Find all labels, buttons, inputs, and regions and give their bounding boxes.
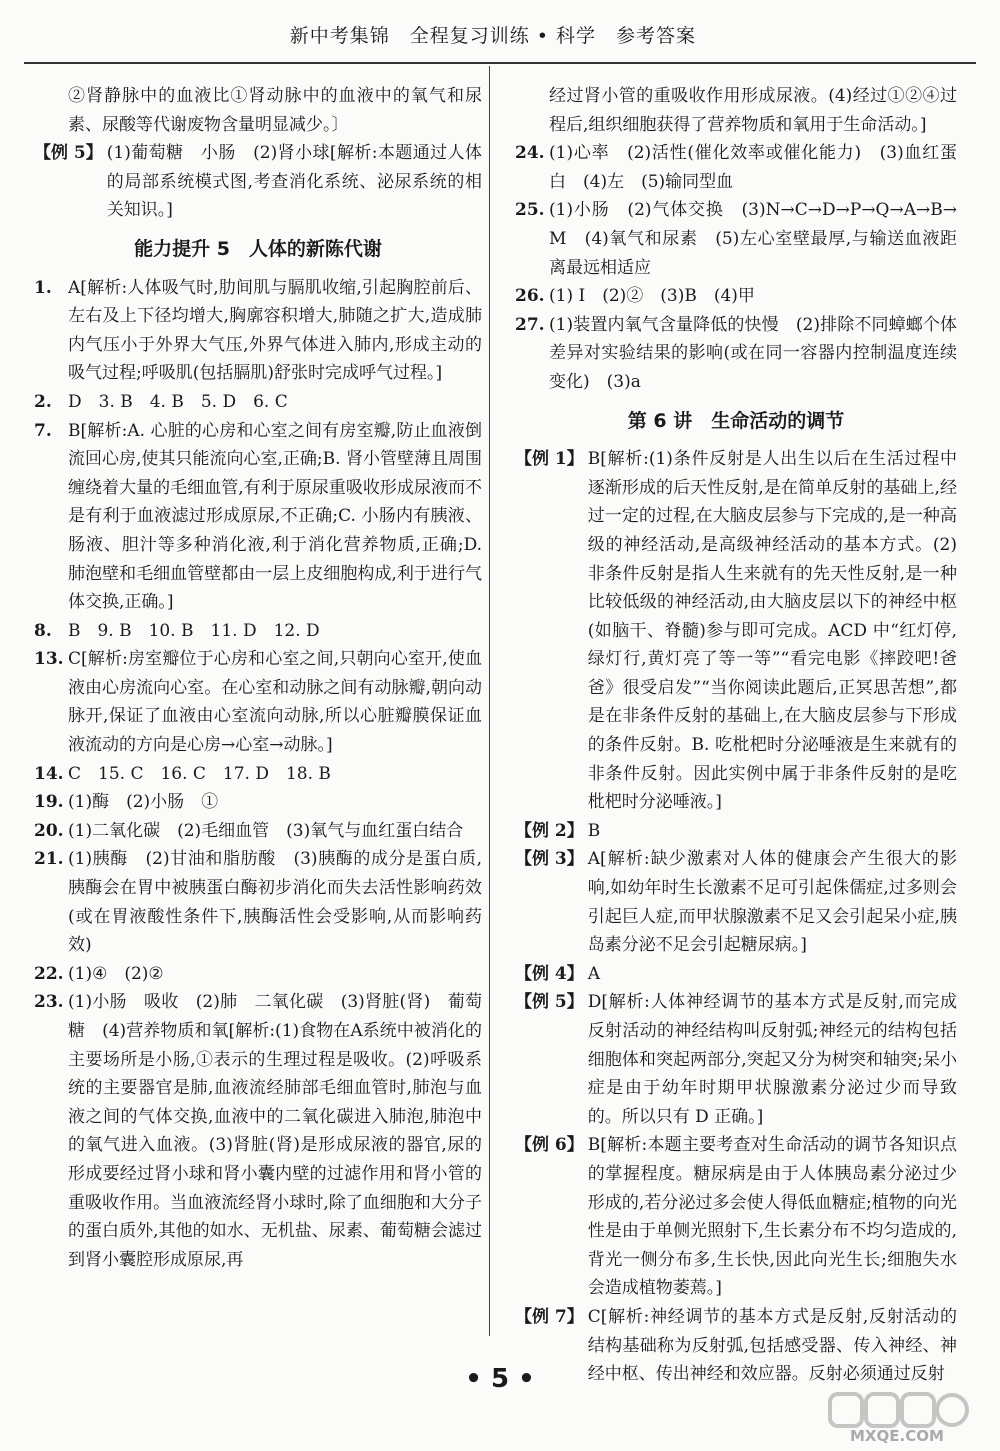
question-23 [34,988,482,1274]
answer-text: (1)二氧化碳 (2)毛细血管 (3)氧气与血红蛋白结合 [68,820,464,841]
example-number: 【例 6】 [515,1135,584,1156]
question-21 [34,845,482,959]
question-20 [34,817,482,846]
question-number: 20. [34,820,64,841]
answer-text: (1)小肠 吸收 (2)肺 二氧化碳 (3)肾脏(肾) 葡萄糖 (4)营养物质和氧[解析:(1)食物在A系统中被消化的主要场所是小肠,①表示的生理过程是吸收。(2)呼吸系统的主要器官是肺,血液流经肺部毛细血管时,肺泡与血液之间的气体交换,血液中的二氧化碳进入肺泡,肺泡中的氧气进入血液。(3)肾脏(肾)是形成尿液的器官,尿的形成要经过肾小球和肾小囊内壁的过滤作用和肾小管的重吸收作用。当血液流经肾小球时,除了血细胞和大分子的蛋白质外,其他的如水、无机盐、尿素、葡萄糖会滤过到肾小囊腔形成原尿,再 [68,992,482,1270]
example-text: B[解析:本题主要考查对生命活动的调节各知识点的掌握程度。糖尿病是由于人体胰岛素分泌过少形成的,若分泌过多会使人得低血糖症;植物的向光性是由于单侧光照射下,生长素分布不均匀造成的,背光一侧分布多,生长快,因此向光生长;细胞失水会造成植物萎蔫。] [587,1135,957,1299]
question-26 [515,282,957,311]
question-number: 19. [34,792,64,813]
question-19 [34,788,482,817]
question-number: 13. [34,649,64,670]
example-text: B[解析:(1)条件反射是人出生以后在生活过程中逐渐形成的后天性反射,是在简单反射的基础上,经过一定的过程,在大脑皮层参与下完成的,是一种高级的神经活动,是高级神经活动的基本方式。(2)非条件反射是指人生来就有的先天性反射,是一种比较低级的神经活动,由大脑皮层以下的神经中枢(如脑干、脊髓)参与即可完成。ACD 中“红灯停,绿灯行,黄灯亮了等一等”“看完电影《摔跤吧!爸爸》很受启发”“当你阅读此题后,正冥思苦想”,都是在非条件反射的基础上,在大脑皮层参与下形成的条件反射。B. 吃枇杷时分泌唾液是生来就有的非条件反射。因此实例中属于非条件反射的是吃枇杷时分泌唾液。] [587,449,957,813]
question-7 [34,417,482,617]
answer-text: (1)酶 (2)小肠 ① [68,792,219,813]
question-number: 27. [515,314,545,335]
example-4 [515,960,957,989]
answer-text: C 15. C 16. C 17. D 18. B [68,763,331,784]
example-number: 【例 5】 [34,143,103,164]
question-22 [34,960,482,989]
question-24 [515,139,957,196]
answer-text: D 3. B 4. B 5. D 6. C [68,391,288,412]
page-number: • 5 • [465,1364,535,1394]
question-13 [34,645,482,759]
answer-text: (1)装置内氧气含量降低的快慢 (2)排除不同蟑螂个体差异对实验结果的影响(或在同一容器内控制温度连续变化) (3)a [549,314,957,392]
example-text: D[解析:人体神经调节的基本方式是反射,而完成反射活动的神经结构叫反射弧;神经元的结构包括细胞体和突起两部分,突起又分为树突和轴突;呆小症是由于幼年时期甲状腺激素分泌过少而导致的。所以只有 D 正确。] [587,992,957,1127]
example-text: C[解析:神经调节的基本方式是反射,反射活动的结构基础称为反射弧,包括感受器、传入神经、神经中枢、传出神经和效应器。反射必须通过反射 [587,1306,957,1385]
example-number: 【例 7】 [515,1306,584,1327]
question-number: 8. [34,620,52,641]
answer-continuation: 经过肾小管的重吸收作用形成尿液。(4)经过①②④过程后,组织细胞获得了营养物质和氧用于生命活动。] [549,86,957,135]
question-14 [34,760,482,789]
answer-text: (1)胰酶 (2)甘油和脂肪酸 (3)胰酶的成分是蛋白质,胰酶会在胃中被胰蛋白酶初步消化而失去活性影响药效(或在胃液酸性条件下,胰酶活性会受影响,从而影响药效) [68,849,482,956]
section-heading: 能力提升 5 人体的新陈代谢 [134,237,382,260]
section-heading: 第 6 讲 生命活动的调节 [627,409,845,432]
example-1 [515,445,957,817]
question-number: 21. [34,849,64,870]
answer-text: (1)小肠 (2)气体交换 (3)N→C→D→P→Q→A→B→M (4)氧气和尿素 (5)左心室壁最厚,与输送血液距离最远相适应 [549,200,957,278]
answer-text: (1)心率 (2)活性(催化效率或催化能力) (3)血红蛋白 (4)左 (5)输同型血 [549,143,957,192]
example-text: A [587,963,601,984]
example-text: A[解析:缺少激素对人体的健康会产生很大的影响,如幼年时生长激素不足可引起侏儒症,过多则会引起巨人症,而甲状腺激素不足又会引起呆小症,胰岛素分泌不足会引起糖尿病。] [587,849,957,956]
example-number: 【例 3】 [515,849,584,870]
question-8 [34,617,482,646]
question-number: 25. [515,200,545,221]
header-title: 新中考集锦 全程复习训练 • 科学 参考答案 [289,25,696,47]
question-2 [34,388,482,417]
question-1 [34,274,482,388]
answer-continuation: ②肾静脉中的血液比①肾动脉中的血液中的氧气和尿素、尿酸等代谢废物含量明显减少。〕 [68,86,482,135]
left-column [34,82,482,1274]
right-column [515,82,957,1389]
example-5-right [515,988,957,1131]
page-header [24,12,976,64]
question-number: 26. [515,286,545,307]
answer-text: C[解析:房室瓣位于心房和心室之间,只朝向心室开,使血液由心房流向心室。在心室和动脉之间有动脉瓣,朝向动脉开,保证了血液由心室流向动脉,所以心脏瓣膜保证血液流动的方向是心房→心室→动脉。] [68,649,482,756]
answer-text: (1) Ⅰ (2)② (3)B (4)甲 [549,286,755,307]
answer-text: B[解析:A. 心脏的心房和心室之间有房室瓣,防止血液倒流回心房,使其只能流向心室,正确;B. 肾小管壁薄且周围缠绕着大量的毛细血管,有利于原尿重吸收形成尿液而不是有利于血液滤过形成原尿,不正确;C. 小肠内有胰液、肠液、胆汁等多种消化液,利于消化营养物质,正确;D. 肺泡壁和毛细血管壁都由一层上皮细胞构成,利于进行气体交换,正确。] [68,420,482,613]
example-2 [515,817,957,846]
watermark-url: MXQE.COM [850,1427,944,1445]
example-number: 【例 5】 [515,992,584,1013]
example-6 [515,1131,957,1303]
answer-text: (1)④ (2)② [68,963,164,984]
question-number: 7. [34,420,52,441]
example-number: 【例 2】 [515,820,584,841]
example-text: B [587,820,601,841]
example-number: 【例 4】 [515,963,584,984]
question-number: 22. [34,963,64,984]
example-text: (1)葡萄糖 小肠 (2)肾小球[解析:本题通过人体的局部系统模式图,考查消化系统、泌尿系统的相关知识。] [106,143,482,221]
answer-text: B 9. B 10. B 11. D 12. D [68,620,320,641]
answer-text: A[解析:人体吸气时,肋间肌与膈肌收缩,引起胸腔前后、左右及上下径均增大,胸廓容积增大,肺随之扩大,造成肺内气压小于外界大气压,外界气体进入肺内,形成主动的吸气过程;呼吸肌(包括膈肌)舒张时完成呼气过程。] [68,277,482,384]
column-divider [489,66,490,1336]
question-number: 24. [515,143,545,164]
question-number: 14. [34,763,64,784]
example-3 [515,845,957,959]
example-5 [34,139,482,225]
question-25 [515,196,957,282]
question-number: 23. [34,992,64,1013]
example-number: 【例 1】 [515,449,584,470]
question-number: 2. [34,391,52,412]
question-27 [515,311,957,397]
question-number: 1. [34,277,52,298]
